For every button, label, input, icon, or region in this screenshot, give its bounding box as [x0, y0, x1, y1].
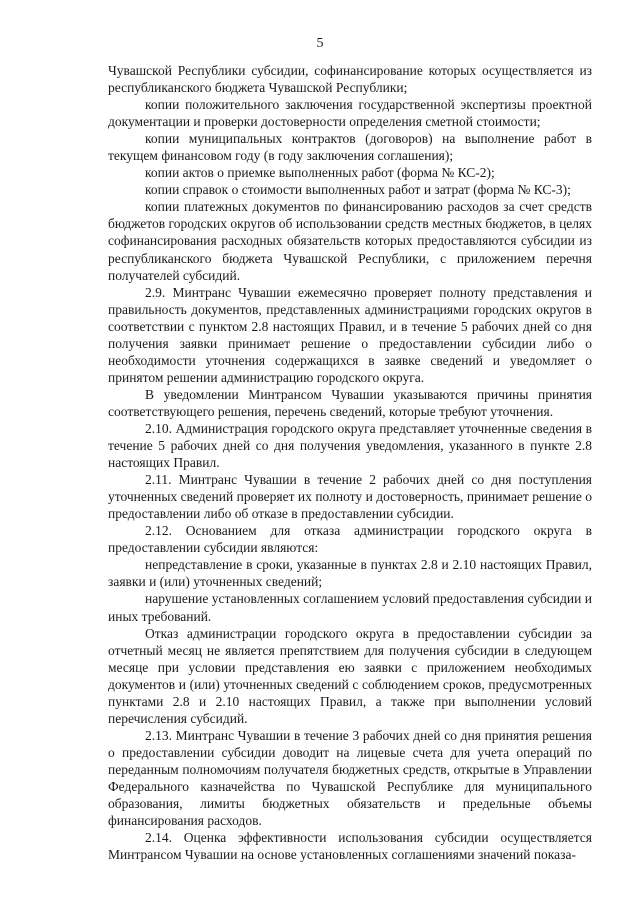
paragraph: Чувашской Республики субсидии, софинансирование которых осуществляется из республиканского бюджета Чувашской Республики;	[108, 63, 592, 96]
paragraph: нарушение установленных соглашением условий предоставления субсидии и иных требований.	[108, 591, 592, 624]
paragraph: 2.10. Администрация городского округа представляет уточненные сведения в течение 5 рабочих дней со дня получения уведомления, указанного в пункте 2.8 настоящих Правил.	[108, 420, 592, 471]
paragraph: копии актов о приемке выполненных работ (форма № КС-2);	[145, 165, 495, 181]
paragraph: 2.14. Оценка эффективности использования субсидии осуществляется Минтрансом Чувашии на основе установленных соглашениями значений показа-	[108, 830, 592, 863]
paragraph: копии справок о стоимости выполненных работ и затрат (форма № КС-3);	[145, 182, 571, 198]
paragraph: Отказ администрации городского округа в предоставлении субсидии за отчетный месяц не является препятствием для получения субсидии в следующем месяце при условии представления ею заявки с приложением необходимых документов и (или) уточненных сведений с соблюдением сроков, предусмотренных пунктами 2.8 и 2.10 настоящих Правил, а также при выполнении условий перечисления субсидий.	[108, 625, 592, 726]
paragraph: 2.9. Минтранс Чувашии ежемесячно проверяет полноту представления и правильность документов, представленных администрациями городских округов в соответствии с пунктом 2.8 настоящих Правил, и в течение 5 рабочих дней со дня получения заявки принимает решение о предоставлении субсидии либо о необходимости уточнения содержащихся в заявке сведений и уведомляет о принятом решении администрацию городского округа.	[108, 284, 592, 385]
page-number: 5	[316, 36, 324, 51]
paragraph: копии положительного заключения государственной экспертизы проектной документации и проверки достоверности определения сметной стоимости;	[108, 97, 592, 130]
paragraph: непредставление в сроки, указанные в пунктах 2.8 и 2.10 настоящих Правил, заявки и (или) уточненных сведений;	[108, 557, 592, 590]
paragraph: копии платежных документов по финансированию расходов за счет средств бюджетов городских округов об использовании средств местных бюджетов, в целях софинансирования расходных обязательств которых предоставляются субсидии из республиканского бюджета Чувашской Республики, с приложением перечня получателей субсидий.	[108, 199, 592, 283]
paragraph: копии муниципальных контрактов (договоров) на выполнение работ в текущем финансовом году (в году заключения соглашения);	[108, 131, 592, 164]
paragraph: 2.11. Минтранс Чувашии в течение 2 рабочих дней со дня поступления уточненных сведений проверяет их полноту и достоверность, принимает решение о предоставлении либо об отказе в предоставлении субсидии.	[108, 472, 592, 522]
paragraph: 2.13. Минтранс Чувашии в течение 3 рабочих дней со дня принятия решения о предоставлении субсидии доводит на лицевые счета для учета операций по переданным полномочиям получателя бюджетных средств, открытые в Управлении Федерального казначейства по Чувашской Республике для муниципального образования, лимиты бюджетных обязательств и предельные объемы финансирования расходов.	[108, 727, 592, 829]
document-body	[108, 62, 592, 863]
paragraph: 2.12. Основанием для отказа администрации городского округа в предоставлении субсидии являются:	[108, 523, 592, 556]
paragraph: В уведомлении Минтрансом Чувашии указываются причины принятия соответствующего решения, перечень сведений, которые требуют уточнения.	[108, 386, 592, 419]
